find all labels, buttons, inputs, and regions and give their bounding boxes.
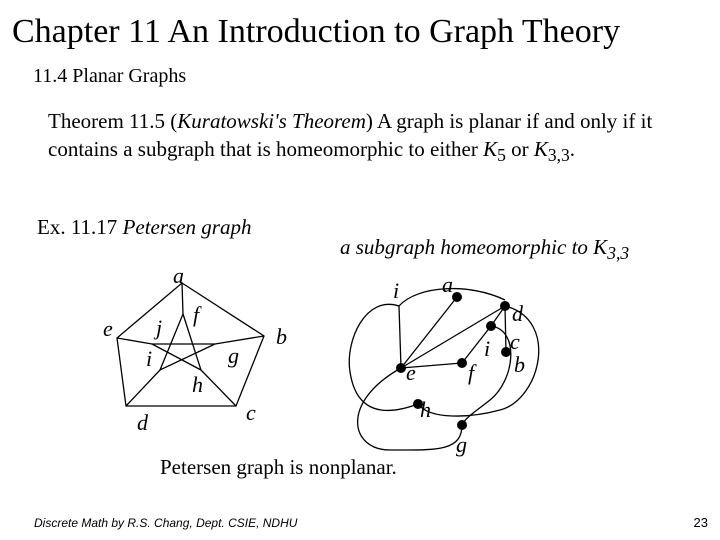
subgraph-edge-e-a xyxy=(401,297,457,368)
subgraph-vertex-g xyxy=(457,420,467,430)
subgraph-k33-symbol: K xyxy=(593,235,608,259)
example-name: Petersen graph xyxy=(122,215,252,239)
petersen-label-j: j xyxy=(156,315,163,340)
petersen-label-c: c xyxy=(246,400,256,425)
theorem-body: ) A graph is planar if and only if it contains a subgraph that is homeomorphic to either xyxy=(48,109,653,161)
petersen-spoke-d xyxy=(126,370,160,406)
subgraph-label-c: c xyxy=(510,329,520,354)
petersen-graph xyxy=(117,283,264,406)
petersen-spoke-b xyxy=(215,336,264,344)
footer-credit: Discrete Math by R.S. Chang, Dept. CSIE, NDHU xyxy=(34,516,298,530)
petersen-label-a: a xyxy=(173,263,184,288)
subgraph-label-i-mid: i xyxy=(484,336,491,361)
subgraph-edge-d-b xyxy=(505,306,506,352)
subgraph-edge-i-e xyxy=(399,306,401,368)
petersen-label-f: f xyxy=(193,302,200,327)
petersen-label-g: g xyxy=(228,343,239,368)
petersen-label-h: h xyxy=(192,372,203,397)
example-prefix: Ex. 11.17 xyxy=(37,215,123,239)
subgraph-label-i-top: i xyxy=(393,278,400,303)
k5-subscript: 5 xyxy=(497,145,506,166)
petersen-label-b: b xyxy=(276,324,287,349)
theorem-prefix: Theorem 11.5 ( xyxy=(48,109,178,133)
subgraph-vertex-d xyxy=(500,301,510,311)
k5-symbol: K xyxy=(483,137,498,161)
k33-symbol: K xyxy=(533,137,548,161)
subgraph-label-e: e xyxy=(406,360,416,385)
slide-title: Chapter 11 An Introduction to Graph Theory xyxy=(12,13,621,50)
subgraph-label-a: a xyxy=(442,272,453,297)
petersen-spoke-e xyxy=(117,338,152,344)
subgraph-edge-i-outer-loop xyxy=(349,304,418,410)
conclusion-text: Petersen graph is nonplanar. xyxy=(160,455,397,479)
theorem-or: or xyxy=(505,137,534,161)
petersen-label-i: i xyxy=(146,346,153,371)
subgraph-label-f: f xyxy=(468,360,475,385)
page-number: 23 xyxy=(693,515,708,530)
subgraph-label-b: b xyxy=(514,352,525,377)
petersen-spoke-c xyxy=(201,370,236,406)
theorem-end: . xyxy=(569,137,575,161)
section-heading: 11.4 Planar Graphs xyxy=(33,65,187,87)
subgraph-k33-subscript: 3,3 xyxy=(607,243,630,264)
theorem-name: Kuratowski's Theorem xyxy=(177,109,366,133)
subgraph-label-g: g xyxy=(456,432,467,457)
subgraph-label-h: h xyxy=(420,397,431,422)
k33-subscript: 3,3 xyxy=(547,145,570,166)
petersen-label-d: d xyxy=(137,410,148,435)
subgraph-vertex-i xyxy=(486,321,496,331)
petersen-label-e: e xyxy=(103,316,113,341)
subgraph-vertex-e xyxy=(396,363,406,373)
subgraph-caption-text: a subgraph homeomorphic to xyxy=(340,235,594,259)
subgraph-vertex-f xyxy=(457,358,467,368)
subgraph-label-d: d xyxy=(512,301,523,326)
subgraph-vertex-a xyxy=(452,292,462,302)
k33-subgraph xyxy=(349,289,538,450)
